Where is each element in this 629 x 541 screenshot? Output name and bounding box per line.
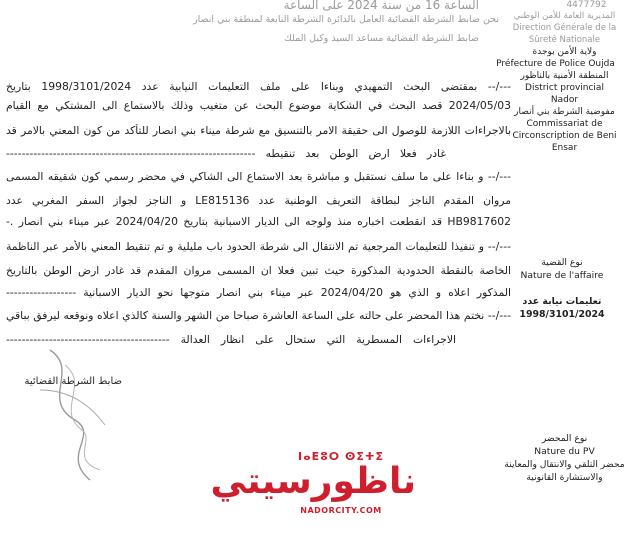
reference-number: 4477792 [566,0,607,10]
watermark-brand: ناظورسيتي [210,461,416,502]
pv-section [500,432,629,484]
watermark-amazigh: ⵏⴰⴹⵓⵔ ⵙⵉⵜⵉ [297,450,385,463]
header-line: Nador [550,95,579,105]
body-line: غادر فعلا ارض الوطن بعد تنقيطه ---------------------------------------------------------------- [6,147,446,160]
header-line: ولاية الأمن بوجدة [532,47,597,57]
affair-title-ar: نوع القضية [541,257,583,268]
header-line: Commissariat de [526,119,603,129]
header-date-line: الساعة 16 من سنة 2024 على الساعة [283,0,479,12]
body-line: ---/-- و تنفيذا للتعليمات المرجعية تم الانتقال الى شرطة الحدود باب مليلية و تم تنقيط المعني بالأمر عبر الناظمة [6,240,511,253]
header-line: District provincial [525,83,604,93]
handwritten-signature [20,330,130,490]
header-faded-line: Direction Générale de la [512,23,617,33]
header-officer-line: نحن ضابط الشرطة القضائية العامل بالدائرة الشرطة التابعة لمنطقة بني انصار [193,14,499,25]
header-line: Circonscription de Beni [512,131,617,141]
instructions-number: 1998/3101/2024 [519,309,605,320]
header-line: المنطقة الأمنية بالناظور [520,71,609,81]
body-line: بالاجراءات اللازمة للوصول الى حقيقة الامر بالتنسيق مع شرطة ميناء بني انصار للتأكد من كون المعني بالامر قد [6,124,511,137]
body-line: ---/-- نختم هذا المحضر على حالته على الساعة العاشرة صباحا من الشهر والسنة كالذي اعلاه ونوقعه ليرفق بباقي [6,309,511,322]
signature-label: ضابط الشرطة القضائية [24,376,122,387]
pv-description: والاستشارة القانونية [526,472,603,483]
body-line: مروان المقدم الناجز لبطاقة التعريف الوطنية عدد LE815136 و الناجز لجواز السفر المغربي عدد [6,194,511,207]
instructions-label: تعليمات نيابة عدد [522,296,602,307]
right-header [496,0,629,154]
header-faded-line: المديرية العامة للأمن الوطني [513,11,616,21]
body-line: المذكور اعلاه و الذي هو 2024/04/20 عبر ميناء بني انصار متوجها نحو الديار الاسبانية ------------------ [6,286,511,299]
body-line: الاجراءات المسطرية التي ستحال على انظار العدالة ------------------------------------------ [6,333,456,346]
nadorcity-watermark [210,450,416,522]
header-line: Préfecture de Police Oujda [496,59,615,69]
body-line: ---/-- و بناءا على ما سلف نستقبل و مباشرة بعد الاستماع الى الشاكي في محضر رسمي كون شقيقه المسمى [6,170,511,183]
header-line: Ensar [551,143,578,153]
header-assistant-line: ضابط الشرطة القضائية مساعد السيد وكيل الملك [283,33,479,44]
watermark-url: NADORCITY.COM [300,506,382,515]
body-line: HB9817602 قد انقطعت اخباره منذ ولوجه الى الديار الاسبانية بتاريخ 2024/04/20 عبر ميناء بني انصار .- [6,215,511,228]
pv-description: محضر التلقي والانتقال والمعاينة [504,459,625,470]
affair-section [495,256,629,321]
affair-title-fr: Nature de l'affaire [520,270,604,281]
body-line: ---/-- بمقتضى البحث التمهيدي وبناءا على ملف التعليمات النيابية عدد 1998/3101/2024 بتاريخ [6,80,511,93]
pv-title-ar: نوع المحضر [541,433,588,444]
body-line: 2024/05/03 قصد البحث في الشكاية موضوع البحث عن متغيب وذلك بالاستماع الى المشتكي مع القيام [6,99,511,112]
header-line: مفوضية الشرطة بني أنصار [514,107,615,117]
body-line: الخاصة بالنقطة الحدودية المذكورة حيث تبين فعلا ان المسمى مروان المقدم قد غادر ارض الوطن بالتاريخ [6,264,511,277]
pv-title-fr: Nature du PV [534,446,595,457]
header-faded-line: Sûreté Nationale [528,35,601,45]
